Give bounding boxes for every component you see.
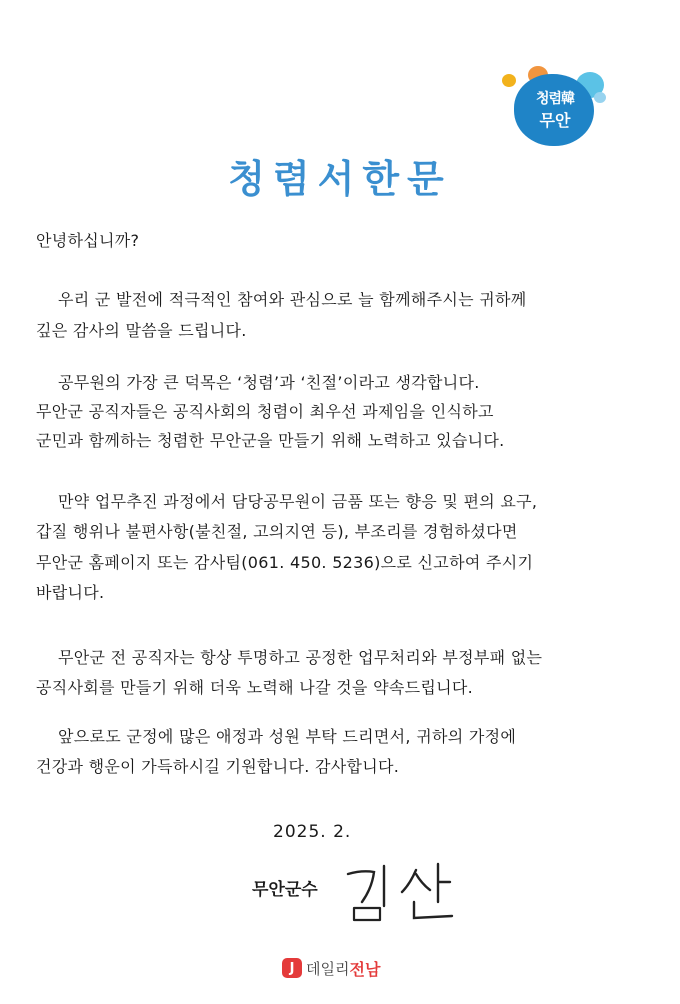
paragraph-line: 만약 업무추진 과정에서 담당공무원이 금품 또는 향응 및 편의 요구, [58, 492, 538, 511]
letter-date: 2025. 2. [273, 822, 352, 842]
logo-text-line1: 청렴韓 [535, 91, 575, 107]
paragraph-line: 깊은 감사의 말씀을 드립니다. [36, 321, 247, 340]
page-title: 청렴서한문 [228, 157, 452, 201]
paragraph-line: 무안군 전 공직자는 항상 투명하고 공정한 업무처리와 부정부패 없는 [58, 648, 543, 667]
daily-jeonnam-logo-icon: J [282, 958, 302, 978]
greeting: 안녕하십니까? [36, 231, 140, 250]
paragraph-line: 앞으로도 군정에 많은 애정과 성원 부탁 드리면서, 귀하의 가정에 [58, 727, 517, 746]
signer-title: 무안군수 [252, 880, 318, 900]
paragraph-line: 건강과 행운이 가득하시길 기원합니다. 감사합니다. [36, 757, 400, 776]
logo-text-line2: 무안 [539, 111, 571, 130]
cheongryeom-muan-logo [502, 66, 614, 150]
footer-brand [282, 956, 380, 980]
brand-text-daily: 데일리 [306, 959, 350, 978]
paragraph-line: 군민과 함께하는 청렴한 무안군을 만들기 위해 노력하고 있습니다. [36, 431, 505, 450]
paragraph-line: 무안군 공직자들은 공직사회의 청렴이 최우선 과제임을 인식하고 [36, 402, 494, 421]
paragraph-line: 우리 군 발전에 적극적인 참여와 관심으로 늘 함께해주시는 귀하께 [58, 290, 527, 309]
paragraph-line: 공무원의 가장 큰 덕목은 ‘청렴’과 ‘친절’이라고 생각합니다. [58, 373, 480, 392]
paragraph-line: 무안군 홈페이지 또는 감사팀(061. 450. 5236)으로 신고하여 주시기 [36, 553, 534, 572]
paragraph-line: 공직사회를 만들기 위해 더욱 노력해 나갈 것을 약속드립니다. [36, 678, 473, 697]
paragraph-line: 바랍니다. [36, 583, 105, 602]
handwritten-signature [340, 858, 460, 924]
brand-text-jeonnam: 전남 [349, 959, 381, 979]
paragraph-line: 갑질 행위나 불편사항(불친절, 고의지연 등), 부조리를 경험하셨다면 [36, 522, 518, 541]
logo-dot-yellow [502, 74, 516, 87]
